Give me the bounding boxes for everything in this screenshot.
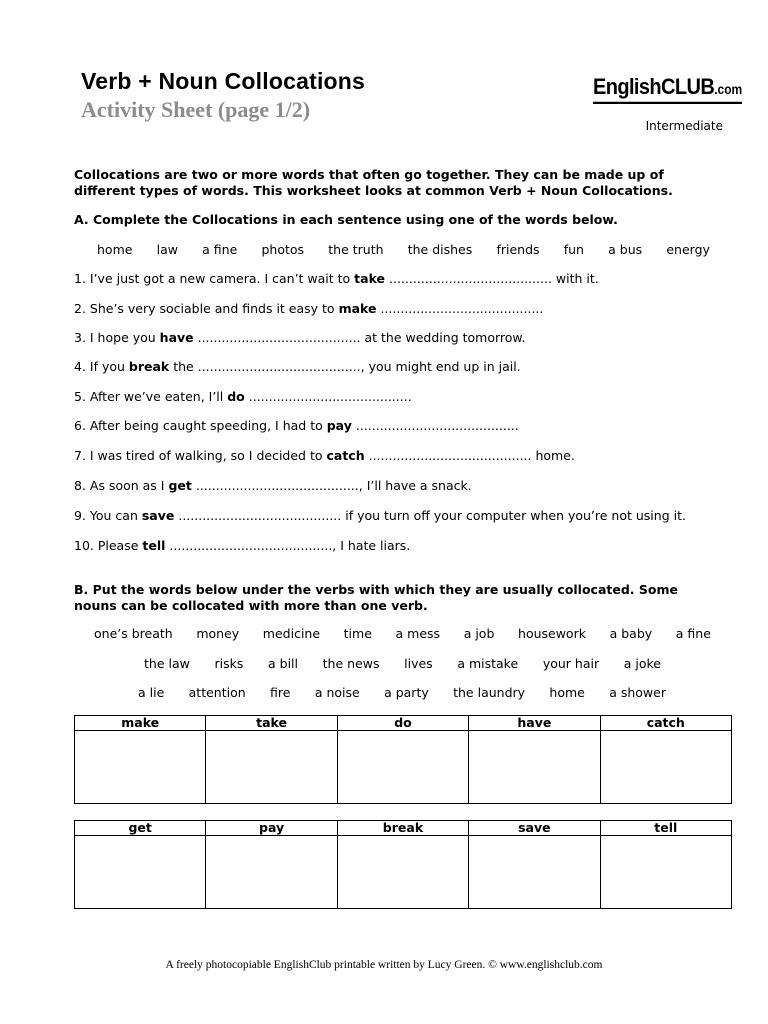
word-bank-item: time	[343, 626, 372, 641]
word-bank-item: money	[196, 626, 240, 641]
sentence-verb: have	[159, 330, 194, 345]
answer-cell-make[interactable]	[75, 731, 206, 804]
level-label: Intermediate	[645, 119, 723, 133]
word-bank-item: risks	[214, 656, 244, 671]
word-bank-item: a fine	[202, 242, 238, 257]
englishclub-logo	[593, 76, 742, 104]
word-bank-item: housework	[518, 626, 586, 641]
word-bank-item: the truth	[328, 242, 384, 257]
page-subtitle: Activity Sheet (page 1/2)	[81, 97, 311, 122]
sentence-10: 10. Please tell ........................................., I hate liars.	[74, 538, 411, 553]
word-bank-item: medicine	[262, 626, 321, 641]
word-bank-item: the law	[144, 656, 190, 671]
answer-cell-do[interactable]	[337, 731, 468, 804]
sentence-verb: do	[227, 389, 245, 404]
word-bank-item: the dishes	[407, 242, 473, 257]
sentence-verb: take	[354, 271, 386, 286]
verb-table-2	[74, 820, 732, 909]
sentence-4: 4. If you break the ........................................., you might end up in jail.	[74, 359, 521, 374]
word-bank-item: a baby	[609, 626, 653, 641]
word-bank-item: fire	[270, 685, 291, 700]
column-header-save: save	[469, 821, 600, 836]
word-bank-item: a mess	[395, 626, 441, 641]
word-bank-item: home	[97, 242, 133, 257]
sentence-verb: break	[128, 359, 170, 374]
column-header-get: get	[75, 821, 206, 836]
word-bank-b-row-3	[138, 685, 666, 700]
sentence-6: 6. After being caught speeding, I had to pay .........................................	[74, 418, 519, 433]
word-bank-item: a fine	[675, 626, 711, 641]
sentence-verb: pay	[326, 418, 352, 433]
word-bank-item: a party	[384, 685, 429, 700]
word-bank-item: home	[549, 685, 585, 700]
answer-cell-take[interactable]	[206, 731, 337, 804]
word-bank-b-row-2	[144, 656, 661, 671]
word-bank-item: the laundry	[453, 685, 526, 700]
word-bank-item: law	[156, 242, 178, 257]
column-header-do: do	[337, 716, 468, 731]
column-header-pay: pay	[206, 821, 337, 836]
answer-cell-get[interactable]	[75, 836, 206, 909]
sentence-9: 9. You can save ......................................... if you turn off your computer when you’re not using it.	[74, 508, 686, 523]
sentence-8: 8. As soon as I get ........................................., I’ll have a snack.	[74, 478, 472, 493]
word-bank-item: a job	[463, 626, 495, 641]
word-bank-item: photos	[261, 242, 305, 257]
word-bank-item: friends	[496, 242, 540, 257]
logo-text: EnglishCLUB	[593, 74, 715, 100]
word-bank-item: a joke	[623, 656, 661, 671]
word-bank-item: a noise	[314, 685, 360, 700]
column-header-tell: tell	[600, 821, 731, 836]
word-bank-item: fun	[563, 242, 584, 257]
intro-paragraph: Collocations are two or more words that often go together. They can be made up of different types of words. This worksheet looks at common Verb + Noun Collocations.	[74, 167, 673, 198]
column-header-break: break	[337, 821, 468, 836]
sentence-verb: tell	[142, 538, 166, 553]
word-bank-item: lives	[404, 656, 433, 671]
page-title: Verb + Noun Collocations	[81, 68, 366, 94]
answer-cell-save[interactable]	[469, 836, 600, 909]
answer-cell-have[interactable]	[469, 731, 600, 804]
section-b-heading: B. Put the words below under the verbs with which they are usually collocated. Some nouns can be collocated with more than one verb.	[74, 582, 678, 613]
column-header-make: make	[75, 716, 206, 731]
sentence-verb: make	[338, 301, 377, 316]
word-bank-a	[97, 242, 710, 257]
column-header-have: have	[469, 716, 600, 731]
word-bank-item: attention	[188, 685, 246, 700]
sentence-1: 1. I’ve just got a new camera. I can’t wait to take ......................................... with it.	[74, 271, 599, 286]
word-bank-item: a bus	[608, 242, 643, 257]
sentence-3: 3. I hope you have ......................................... at the wedding tomorrow.	[74, 330, 526, 345]
word-bank-item: your hair	[542, 656, 600, 671]
sentence-verb: get	[168, 478, 192, 493]
word-bank-item: the news	[322, 656, 380, 671]
column-header-catch: catch	[600, 716, 731, 731]
word-bank-item: a bill	[268, 656, 299, 671]
sentence-5: 5. After we’ve eaten, I’ll do .........................................	[74, 389, 412, 404]
footer-credit: A freely photocopiable EnglishClub printable written by Lucy Green. © www.englishclub.com	[165, 959, 603, 971]
logo-suffix: .com	[714, 81, 743, 98]
word-bank-item: a shower	[609, 685, 666, 700]
word-bank-item: a mistake	[457, 656, 519, 671]
word-bank-item: one’s breath	[94, 626, 173, 641]
sentence-verb: save	[141, 508, 175, 523]
answer-cell-break[interactable]	[337, 836, 468, 909]
verb-table-1	[74, 715, 732, 804]
sentence-7: 7. I was tired of walking, so I decided to catch ......................................... home.	[74, 448, 575, 463]
sentence-verb: catch	[326, 448, 365, 463]
column-header-take: take	[206, 716, 337, 731]
answer-cell-pay[interactable]	[206, 836, 337, 909]
sentence-2: 2. She’s very sociable and finds it easy to make .........................................	[74, 301, 544, 316]
word-bank-b-row-1	[94, 626, 711, 641]
word-bank-item: energy	[666, 242, 710, 257]
answer-cell-tell[interactable]	[600, 836, 731, 909]
answer-cell-catch[interactable]	[600, 731, 731, 804]
section-a-heading: A. Complete the Collocations in each sentence using one of the words below.	[74, 212, 618, 227]
word-bank-item: a lie	[138, 685, 165, 700]
